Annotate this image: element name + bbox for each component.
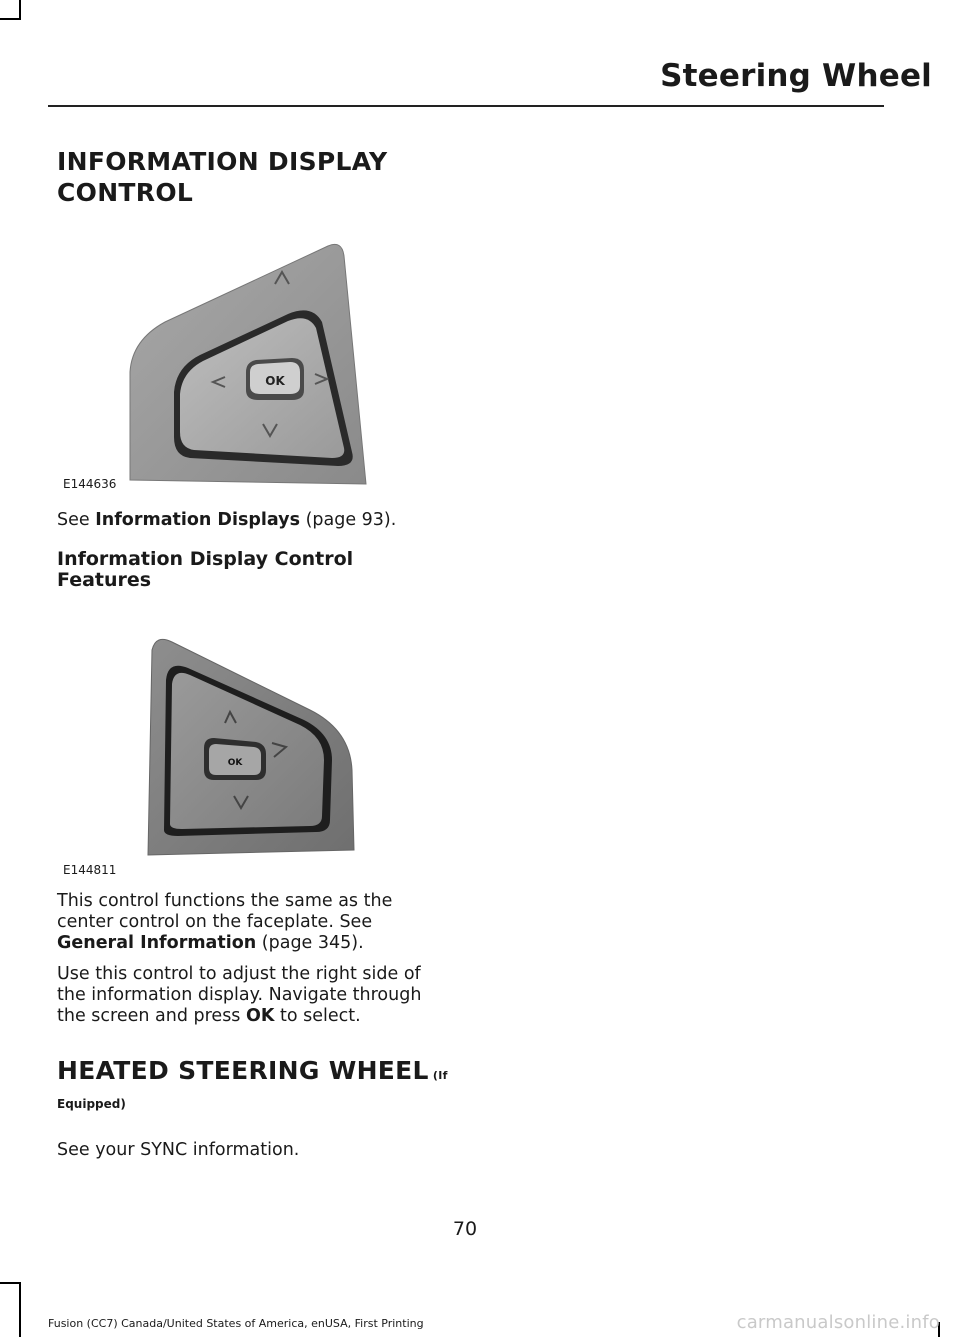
- figure-id-label: E144636: [63, 477, 117, 491]
- figure-id-label: E144811: [63, 863, 117, 877]
- header-rule: [48, 105, 884, 107]
- heading-qualifier-continued: Equipped): [57, 1097, 126, 1111]
- page-number: 70: [452, 1218, 478, 1240]
- paragraph-use-control: [57, 964, 421, 1027]
- see-suffix: (page 93).: [300, 510, 397, 530]
- text-line: This control functions the same as the: [57, 891, 393, 911]
- paragraph-control-functions: [57, 891, 392, 954]
- steering-control-figure-2: [60, 620, 400, 870]
- subsection-heading-control-features: [57, 549, 353, 591]
- heading-line: CONTROL: [57, 178, 194, 207]
- ok-bold: OK: [246, 1006, 275, 1026]
- see-reference: [57, 510, 396, 531]
- ok-button-label: OK: [227, 758, 243, 768]
- page-header-title: Steering Wheel: [660, 58, 932, 94]
- heading-qualifier: (If: [428, 1069, 448, 1082]
- crop-mark: [19, 0, 21, 18]
- general-information-link[interactable]: General Information: [57, 933, 257, 953]
- publication-info: Fusion (CC7) Canada/United States of America, enUSA, First Printing: [48, 1317, 424, 1330]
- text-line: [57, 1006, 421, 1027]
- heading-line: Information Display Control: [57, 548, 354, 570]
- crop-mark: [19, 1282, 21, 1337]
- text-line: center control on the faceplate. See: [57, 912, 373, 932]
- information-displays-link[interactable]: Information Displays: [95, 510, 300, 530]
- see-prefix: See: [57, 510, 96, 530]
- ok-button-label: OK: [265, 374, 285, 388]
- text-line: [57, 933, 392, 954]
- text-prefix: the screen and press: [57, 1006, 246, 1026]
- watermark: carmanualsonline.info: [736, 1312, 940, 1333]
- heading-text: HEATED STEERING WHEEL: [57, 1056, 429, 1085]
- section-heading-information-display-control: [57, 147, 387, 208]
- crop-mark: [0, 1282, 21, 1284]
- steering-control-figure-1: [60, 222, 400, 497]
- section-heading-heated-steering-wheel: [57, 1056, 448, 1091]
- link-suffix: (page 345).: [256, 933, 364, 953]
- heading-line: INFORMATION DISPLAY: [57, 147, 388, 176]
- text-suffix: to select.: [274, 1006, 361, 1026]
- text-line: Use this control to adjust the right side of: [57, 964, 421, 984]
- text-line: the information display. Navigate through: [57, 985, 422, 1005]
- crop-mark: [0, 18, 21, 20]
- heading-line: Features: [57, 569, 152, 591]
- paragraph-sync-info: See your SYNC information.: [57, 1140, 300, 1160]
